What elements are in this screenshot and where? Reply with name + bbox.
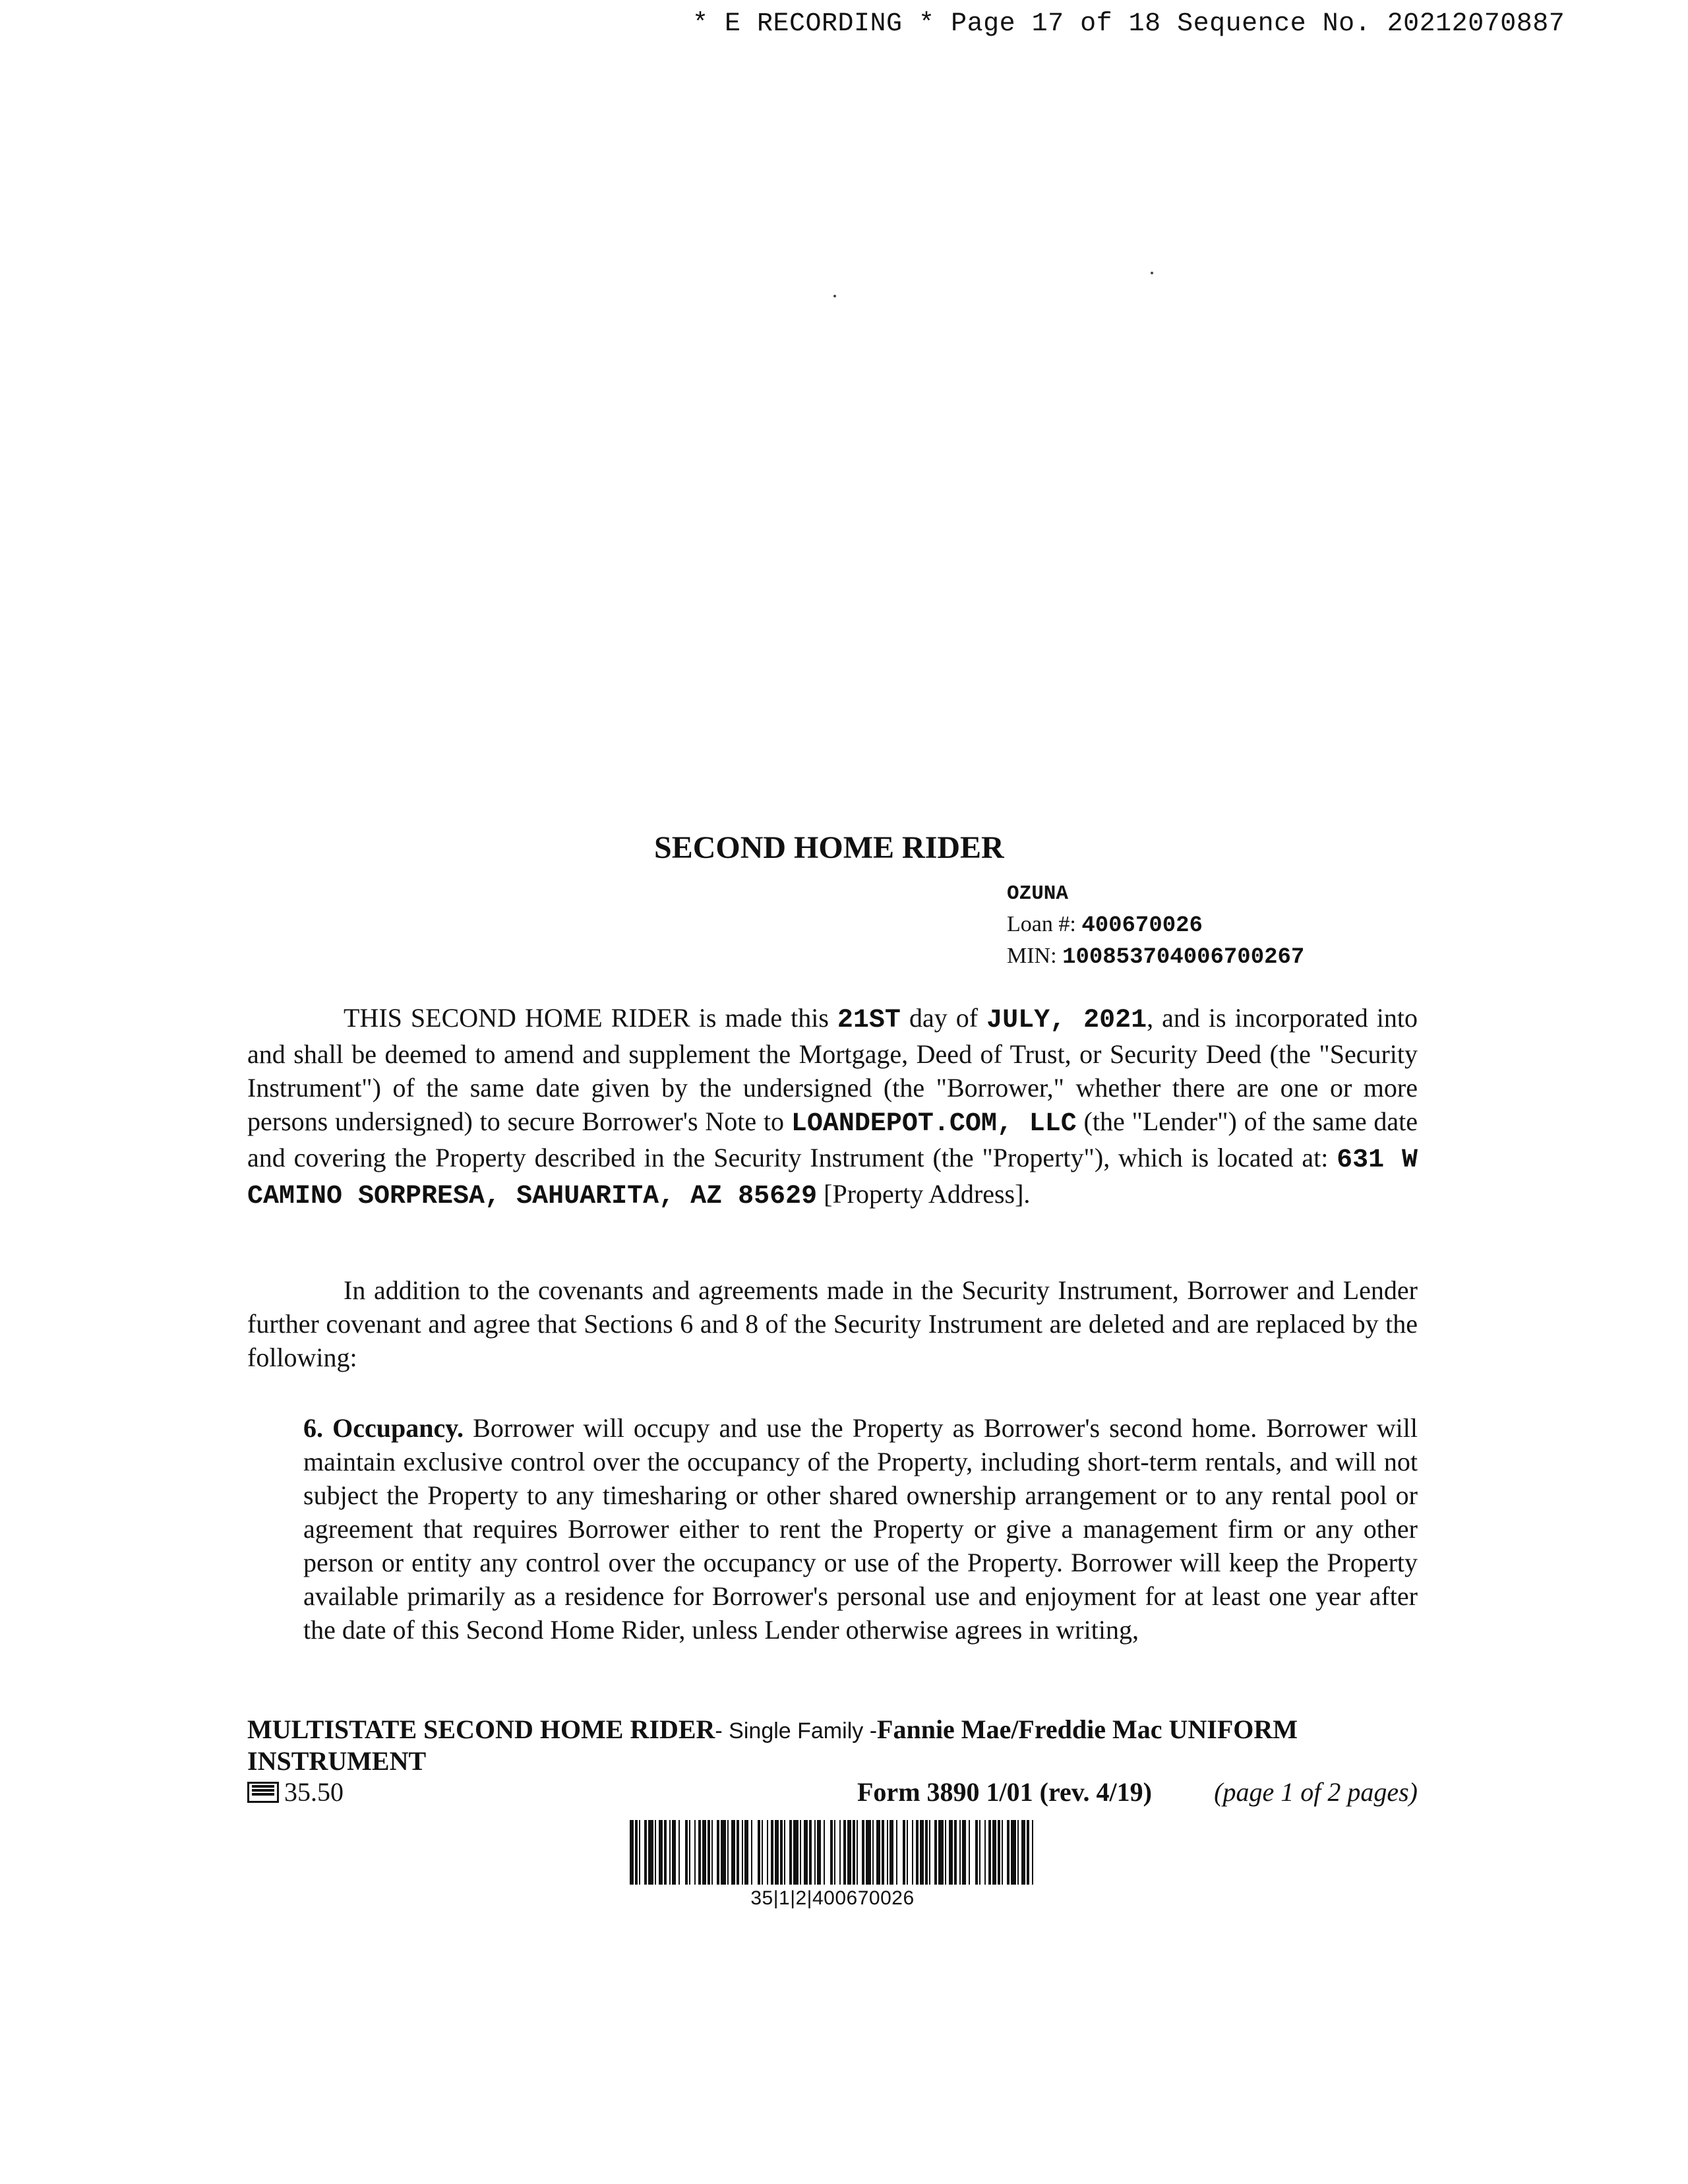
barcode-bar [903, 1820, 905, 1885]
covenants-paragraph [247, 1273, 1418, 1374]
barcode-bar [962, 1820, 966, 1885]
barcode-bar [698, 1820, 701, 1885]
borrower-name: OZUNA [1007, 882, 1069, 905]
barcode-bar [862, 1820, 864, 1885]
occupancy-text: Borrower will occupy and use the Property as Borrower's second home. Borrower will maintain exclusive control over the occupancy of the Property, including short-term rentals, and will not subject the Property to any timesharing or other shared ownership arrangement or to any rental pool or agreement that requires Borrower either to rent the Property or give a management firm or any other person or entity any control over the occupancy or use of the Property. Borrower will keep the Property available primarily as a residence for Borrower's personal use and enjoyment for at least one year after the date of this Second Home Rider, unless Lender otherwise agrees in writing, [303, 1413, 1418, 1645]
scan-speck [833, 295, 836, 297]
barcode-bar [857, 1820, 858, 1885]
barcode-bar [876, 1820, 880, 1885]
barcode-bar [817, 1820, 821, 1885]
lender-name: LOANDEPOT.COM, LLC [791, 1109, 1077, 1139]
barcode-bar [1027, 1820, 1029, 1885]
page-indicator: (page 1 of 2 pages) [1214, 1777, 1418, 1807]
barcode-bar [737, 1820, 739, 1885]
barcode-bar [664, 1820, 667, 1885]
barcode-bar [945, 1820, 946, 1885]
intro-text: THIS SECOND HOME RIDER is made this [344, 1003, 837, 1033]
barcode-bar [721, 1820, 726, 1885]
document-title: SECOND HOME RIDER [654, 830, 1004, 865]
form-title-type: - Single Family - [715, 1718, 878, 1744]
barcode-bar [731, 1820, 735, 1885]
barcode-bar [1032, 1820, 1033, 1885]
barcode-bar [767, 1820, 768, 1885]
occupancy-heading: 6. Occupancy. [303, 1413, 464, 1443]
barcode-bar [659, 1820, 663, 1885]
barcode-bar [929, 1820, 930, 1885]
barcode-bar [938, 1820, 944, 1885]
form-title [247, 1714, 1434, 1776]
barcode-bar [984, 1820, 986, 1885]
barcode-bar [834, 1820, 835, 1885]
intro-text: , and is incorporated into and shall be deemed to amend and supplement the Mortgage, Deed of Trust, or Security Deed (the "Security Instrument") of the same date given by the undersigned (the "Borrower," whether there are one or more persons undersigned) to secure Borrower's Note to [247, 1003, 1418, 1136]
barcode-bar [912, 1820, 913, 1885]
barcode-bar [1007, 1820, 1010, 1885]
barcode-bar [635, 1820, 638, 1885]
intro-text: (the "Lender") of the same date and covering the Property described in the Security Instrument (the "Property"), which is located at: [247, 1107, 1418, 1172]
intro-text: [Property Address]. [817, 1179, 1031, 1209]
scan-speck [1151, 272, 1153, 274]
occupancy-section [303, 1411, 1418, 1647]
barcode-bar [694, 1820, 696, 1885]
barcode-bar [907, 1820, 908, 1885]
ellie-mae-icon [247, 1782, 279, 1803]
barcode-bar [843, 1820, 846, 1885]
rider-day: 21ST [837, 1006, 901, 1035]
barcode-graphic [630, 1820, 1035, 1885]
form-title-uniform: Fannie Mae/Freddie Mac UNIFORM INSTRUMENT [247, 1714, 1298, 1776]
barcode-bar [655, 1820, 656, 1885]
barcode-bar [1021, 1820, 1025, 1885]
barcode-bar [742, 1820, 743, 1885]
form-footer-row [247, 1776, 1418, 1809]
barcode-bar [920, 1820, 924, 1885]
barcode-bar [1017, 1820, 1019, 1885]
barcode-bar [708, 1820, 710, 1885]
barcode-bar [669, 1820, 671, 1885]
barcode-bar [648, 1820, 653, 1885]
barcode-bar [775, 1820, 779, 1885]
loan-label: Loan #: [1007, 912, 1076, 936]
barcode-bar [889, 1820, 893, 1885]
software-code: 35.50 [284, 1777, 344, 1807]
form-id: Form 3890 1/01 (rev. 4/19) [857, 1777, 1152, 1807]
barcode-bar [744, 1820, 748, 1885]
barcode-bar [800, 1820, 801, 1885]
barcode-bar [882, 1820, 884, 1885]
barcode-bar [824, 1820, 825, 1885]
barcode-bar [717, 1820, 719, 1885]
barcode-bar [839, 1820, 841, 1885]
barcode-bar [969, 1820, 970, 1885]
barcode-bar [866, 1820, 871, 1885]
barcode-bar [925, 1820, 928, 1885]
barcode-bar [814, 1820, 816, 1885]
barcode-bar [711, 1820, 713, 1885]
recording-header: * E RECORDING * Page 17 of 18 Sequence No. 20212070887 [692, 9, 1565, 39]
barcode-bar [780, 1820, 783, 1885]
barcode-bar [809, 1820, 812, 1885]
barcode-bar [847, 1820, 851, 1885]
barcode-bar [975, 1820, 978, 1885]
barcode-bar [998, 1820, 1000, 1885]
barcode-bar [751, 1820, 752, 1885]
rider-month-year: JULY, 2021 [986, 1006, 1147, 1035]
barcode-bar [949, 1820, 953, 1885]
property-address: 631 W CAMINO SORPRESA, SAHUARITA, AZ 85629 [247, 1145, 1418, 1211]
min-label: MIN: [1007, 944, 1057, 968]
barcode-bar [988, 1820, 991, 1885]
barcode-bar [762, 1820, 763, 1885]
barcode-bar [758, 1820, 760, 1885]
barcode-bar [644, 1820, 647, 1885]
intro-text: day of [900, 1003, 987, 1033]
barcode-bar [784, 1820, 785, 1885]
barcode-bar [639, 1820, 640, 1885]
barcode-bar [727, 1820, 729, 1885]
barcode-bar [771, 1820, 773, 1885]
barcode-bar [934, 1820, 937, 1885]
form-title-main: MULTISTATE SECOND HOME RIDER [247, 1714, 715, 1744]
barcode-bar [789, 1820, 792, 1885]
barcode-text: 35|1|2|400670026 [750, 1887, 915, 1909]
covenants-text: In addition to the covenants and agreements made in the Security Instrument, Borrower and Lender further covenant and agree that Sections 6 and 8 of the Security Instrument are deleted and are replaced by the following: [247, 1275, 1418, 1372]
barcode-bar [830, 1820, 833, 1885]
barcode-bar [689, 1820, 690, 1885]
barcode-bar [672, 1820, 676, 1885]
loan-number: 400670026 [1081, 913, 1203, 938]
barcode-bar [804, 1820, 808, 1885]
barcode-bar [1002, 1820, 1003, 1885]
barcode-bar [954, 1820, 957, 1885]
barcode-bar [872, 1820, 874, 1885]
barcode-bar [916, 1820, 919, 1885]
loan-identifiers [1007, 877, 1304, 973]
barcode-bar [853, 1820, 855, 1885]
rider-intro-paragraph [247, 1001, 1418, 1213]
barcode [630, 1820, 1035, 1910]
barcode-bar [979, 1820, 980, 1885]
barcode-bar [702, 1820, 706, 1885]
barcode-bar [896, 1820, 897, 1885]
barcode-bar [685, 1820, 688, 1885]
barcode-bar [630, 1820, 634, 1885]
min-number: 100853704006700267 [1062, 945, 1305, 970]
barcode-bar [992, 1820, 996, 1885]
barcode-bar [793, 1820, 799, 1885]
barcode-bar [678, 1820, 680, 1885]
barcode-bar [887, 1820, 888, 1885]
barcode-bar [1011, 1820, 1016, 1885]
barcode-bar [959, 1820, 961, 1885]
